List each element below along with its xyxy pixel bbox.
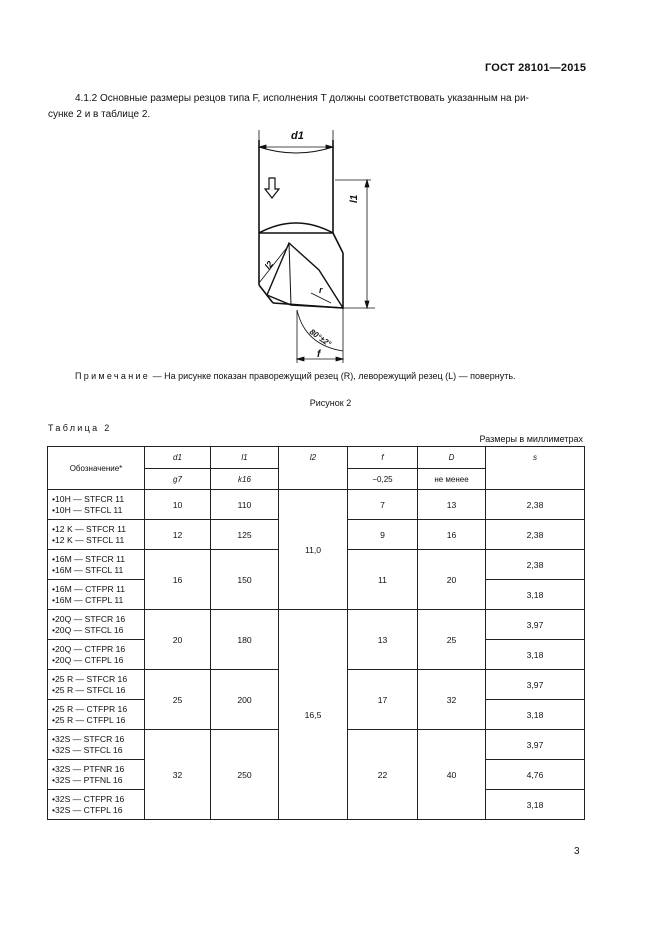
f-cell: 11 [348,550,418,610]
table-row [48,610,585,640]
s-cell: 3,18 [486,580,585,610]
header-f-tolerance: −0,25 [348,469,418,490]
header-d1-tolerance: g7 [145,469,211,490]
D-cell: 40 [418,730,486,820]
designation-cell: •20Q — CTFPR 16 •20Q — CTFPL 16 [48,640,145,670]
s-cell: 2,38 [486,550,585,580]
designation-cell: •32S — STFCR 16 •32S — STFCL 16 [48,730,145,760]
intro-paragraph [48,91,593,123]
l2-cell: 16,5 [279,610,348,820]
d1-cell: 16 [145,550,211,610]
l1-cell: 250 [211,730,279,820]
designation-cell: •16M — CTFPR 11 •16M — CTFPL 11 [48,580,145,610]
s-cell: 3,97 [486,730,585,760]
header-D: D [418,447,486,469]
header-D-note: не менее [418,469,486,490]
s-cell: 3,18 [486,640,585,670]
designation-cell: •32S — CTFPR 16 •32S — CTFPL 16 [48,790,145,820]
note-text: — На рисунке показан праворежущий резец (R), леворежущий резец (L) — повернуть. [150,371,516,381]
header-d1: d1 [145,447,211,469]
header-designation: Обозначение* [48,447,145,490]
s-cell: 3,18 [486,790,585,820]
header-l2: l2 [279,447,348,490]
D-cell: 20 [418,550,486,610]
designation-cell: •12 K — STFCR 11 •12 K — STFCL 11 [48,520,145,550]
f-cell: 7 [348,490,418,520]
D-cell: 16 [418,520,486,550]
note-label: Примечание [75,371,151,381]
label-l1: l1 [349,194,360,203]
d1-cell: 32 [145,730,211,820]
d1-cell: 12 [145,520,211,550]
l2-cell: 11,0 [279,490,348,610]
l1-cell: 150 [211,550,279,610]
f-cell: 9 [348,520,418,550]
designation-cell: •20Q — STFCR 16 •20Q — STFCL 16 [48,610,145,640]
table-units: Размеры в миллиметрах [479,434,583,444]
label-angle: 80°±2° [307,327,333,349]
D-cell: 13 [418,490,486,520]
cutter-drawing [235,125,385,370]
table-row [48,490,585,520]
D-cell: 25 [418,610,486,670]
figure-caption: Рисунок 2 [309,398,352,408]
s-cell: 3,97 [486,610,585,640]
s-cell: 4,76 [486,760,585,790]
label-d1: d1 [291,130,304,142]
f-cell: 22 [348,730,418,820]
label-r: r [319,285,323,295]
dimensions-table [47,446,585,820]
d1-cell: 10 [145,490,211,520]
designation-cell: •25 R — CTFPR 16 •25 R — CTFPL 16 [48,700,145,730]
s-cell: 2,38 [486,490,585,520]
label-f: f [317,349,321,360]
s-cell: 3,18 [486,700,585,730]
d1-cell: 25 [145,670,211,730]
l1-cell: 110 [211,490,279,520]
designation-cell: •32S — PTFNR 16 •32S — PTFNL 16 [48,760,145,790]
standard-number: ГОСТ 28101—2015 [485,62,587,74]
designation-cell: •25 R — STFCR 16 •25 R — STFCL 16 [48,670,145,700]
l1-cell: 200 [211,670,279,730]
header-s: s [486,447,585,490]
s-cell: 3,97 [486,670,585,700]
figure-note [75,371,516,381]
l1-cell: 180 [211,610,279,670]
intro-line-2: сунке 2 и в таблице 2. [48,109,151,120]
f-cell: 13 [348,610,418,670]
l1-cell: 125 [211,520,279,550]
s-cell: 2,38 [486,520,585,550]
d1-cell: 20 [145,610,211,670]
page-number: 3 [574,846,580,857]
designation-cell: •10H — STFCR 11 •10H — STFCL 11 [48,490,145,520]
table-label: Таблица 2 [48,423,112,433]
intro-line-1: 4.1.2 Основные размеры резцов типа F, исполнения T должны соответствовать указанным на ри- [75,93,529,104]
header-l1: l1 [211,447,279,469]
header-f: f [348,447,418,469]
D-cell: 32 [418,670,486,730]
label-l2: l2 [262,259,276,272]
designation-cell: •16M — STFCR 11 •16M — STFCL 11 [48,550,145,580]
header-l1-tolerance: k16 [211,469,279,490]
f-cell: 17 [348,670,418,730]
